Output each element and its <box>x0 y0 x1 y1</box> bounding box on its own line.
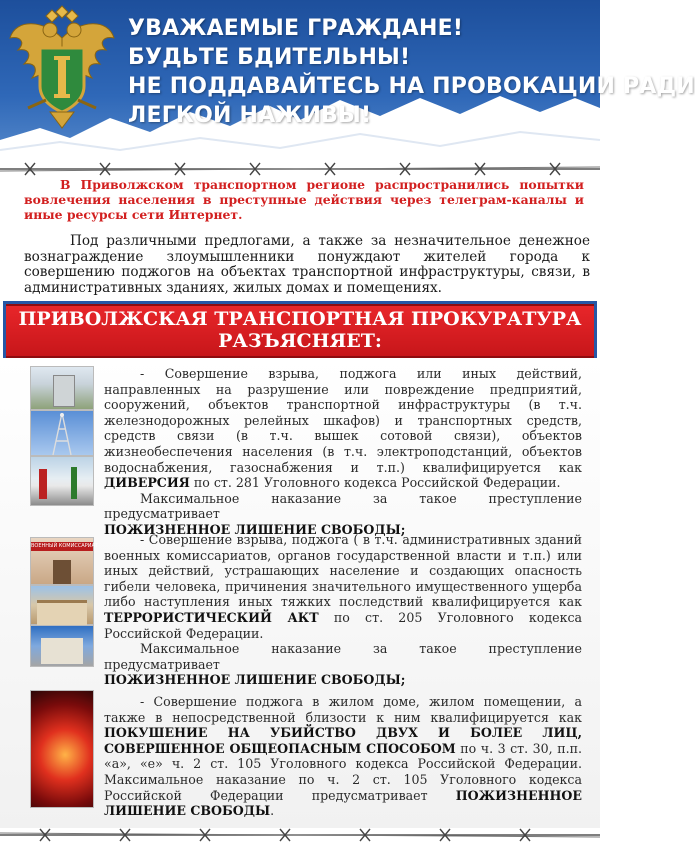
banner-line-2: РАЗЪЯСНЯЕТ: <box>218 330 382 352</box>
photo-admin-building-1 <box>30 585 94 625</box>
barbed-wire-bottom <box>0 826 600 844</box>
section-attempted-murder <box>104 694 582 819</box>
section-terrorism-penalty: ПОЖИЗНЕННОЕ ЛИШЕНИЕ СВОБОДЫ; <box>104 672 406 688</box>
headline-line-1: УВАЖАЕМЫЕ ГРАЖДАНЕ! <box>128 16 464 41</box>
crime-terrorism: ТЕРРОРИСТИЧЕСКИЙ АКТ <box>104 609 319 625</box>
intro-text: Под различными предлогами, а также за незначительное денежное вознаграждение злоумышленники понуждают жителей города к совершению поджогов на объектах транспортной инфраструктуры, связи, в административных зданиях, жилых домах и помещениях. <box>24 233 590 296</box>
headline-line-2: БУДЬТЕ БДИТЕЛЬНЫ! <box>128 45 411 70</box>
photo-railway <box>30 456 94 506</box>
alert-text: В Приволжском транспортном регионе распространились попытки вовлечения населения в преступные действия через телеграм-каналы и иные ресурсы сети Интернет. <box>24 177 584 222</box>
photo-cell-tower <box>30 410 94 456</box>
prosecutor-banner <box>6 304 594 358</box>
section-diversion-penalty-intro: Максимальное наказание за такое преступление предусматривает <box>104 490 582 522</box>
crime-diversion: ДИВЕРСИЯ <box>104 475 190 491</box>
section-terrorism-body: - Совершение взрыва, поджога ( в т.ч. административных зданий военных комиссариатов, органов государственной власти и т.п.) или иных действий, устрашающих население и создающих опасность гибели человека, причинения значительного имущественного ущерба либо наступления иных тяжких последствий квалифицируется как ТЕРРОРИСТИЧЕСКИЙ АКТ по ст. 205 Уголовного кодекса Российской Федерации. <box>104 532 583 641</box>
headline <box>128 14 695 130</box>
section-diversion-body: - Совершение взрыва, поджога или иных действий, направленных на разрушение или повреждение предприятий, сооружений, объектов транспортной инфраструктуры (в т.ч. железнодорожных релейных шкафов) и транспортных средств, средств связи (в т.ч. вышек сотовой связи), объектов жизнеобеспечения населения (в т.ч. электроподстанций, объектов водоснабжения, газоснабжения и т.п.) квалифицируется как ДИВЕРСИЯ по ст. 281 Уголовного кодекса Российской Федерации. <box>104 366 582 491</box>
banner-line-1: ПРИВОЛЖСКАЯ ТРАНСПОРТНАЯ ПРОКУРАТУРА <box>18 308 582 330</box>
cell-tower-icon <box>31 411 93 455</box>
section-terrorism-penalty-intro: Максимальное наказание за такое преступление предусматривает <box>104 641 582 672</box>
crime-attempted-murder: ПОКУШЕНИЕ НА УБИЙСТВО ДВУХ И БОЛЕЕ ЛИЦ, СОВЕРШЕННОЕ ОБЩЕОПАСНЫМ СПОСОБОМ <box>104 725 582 756</box>
prosecutor-emblem-icon <box>6 8 118 134</box>
headline-line-3: НЕ ПОДДАВАЙТЕСЬ НА ПРОВОКАЦИИ РАДИ <box>128 74 695 99</box>
section-attempted-murder-body: - Совершение поджога в жилом доме, жилом помещении, а также в непосредственной близости к ним квалифицируется как ПОКУШЕНИЕ НА УБИЙСТВО ДВУХ И БОЛЕЕ ЛИЦ, СОВЕРШЕННОЕ ОБЩЕОПАСНЫМ СПОСОБОМ по ч. 3 ст. 30, п.п. «а», «е» ч. 2 ст. 105 Уголовного кодекса Российской Федерации. Максимальное наказание по ч. 2 ст. 105 Уголовного кодекса Российской Федерации предусматривает ПОЖИЗНЕННОЕ ЛИШЕНИЕ СВОБОДЫ. <box>104 694 582 819</box>
barbed-wire-top <box>0 160 600 178</box>
section-attempted-murder-penalty: ПОЖИЗНЕННОЕ ЛИШЕНИЕ СВОБОДЫ <box>104 787 582 819</box>
commissariat-sign: ВОЕННЫЙ КОМИССАРИАТ <box>31 543 98 549</box>
header <box>0 0 695 175</box>
photo-admin-building-2 <box>30 625 94 667</box>
photo-relay-cabinet <box>30 366 94 410</box>
section-diversion <box>104 366 582 538</box>
section-diversion-penalty: ПОЖИЗНЕННОЕ ЛИШЕНИЕ СВОБОДЫ; <box>104 521 406 537</box>
headline-line-4: ЛЕГКОЙ НАЖИВЫ! <box>128 103 372 128</box>
photo-fire <box>30 690 94 808</box>
photo-military-commissariat <box>30 537 98 585</box>
section-terrorism <box>104 532 582 688</box>
